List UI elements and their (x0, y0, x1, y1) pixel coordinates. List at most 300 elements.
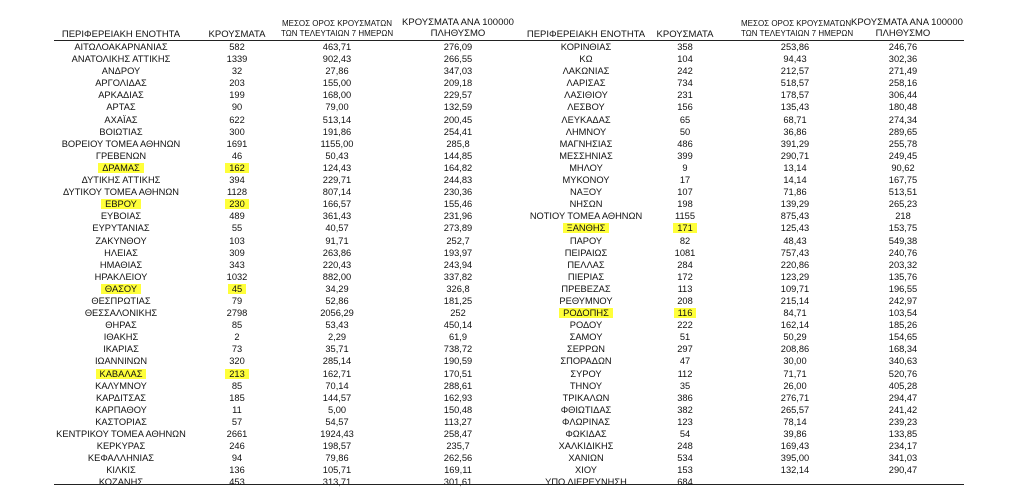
table-row (0, 416, 1024, 428)
left-cases-per-100k: 162,93 (443, 392, 473, 403)
table-row (0, 162, 1024, 174)
right-seven-day-average: 220,86 (780, 259, 810, 270)
left-seven-day-average: 902,43 (322, 54, 352, 65)
right-cases-per-100k-cell (851, 343, 955, 355)
left-seven-day-average: 263,86 (322, 247, 352, 258)
right-seven-day-average-cell (741, 198, 849, 210)
left-cases-cell (193, 174, 281, 186)
left-cases-cell (193, 343, 281, 355)
left-seven-day-average-cell (281, 53, 393, 65)
table-bottom-rule (54, 484, 964, 485)
header-region-right: ΠΕΡΙΦΕΡΕΙΑΚΗ ΕΝΟΤΗΤΑ (526, 29, 646, 40)
right-cases: 386 (677, 392, 693, 403)
left-region-name: ΔΥΤΙΚΟΥ ΤΟΜΕΑ ΑΘΗΝΩΝ (62, 187, 180, 198)
table-row (0, 222, 1024, 234)
left-cases: 246 (229, 441, 245, 452)
left-cases-per-100k-cell (398, 150, 518, 162)
right-cases-cell (626, 368, 744, 380)
right-seven-day-average: 518,57 (780, 78, 810, 89)
left-cases-cell (193, 368, 281, 380)
left-cases-per-100k-cell (398, 440, 518, 452)
left-cases-cell (193, 101, 281, 113)
header-cases-left: ΚΡΟΥΣΜΑΤΑ (208, 29, 266, 40)
left-seven-day-average-cell (281, 392, 393, 404)
right-cases-cell (626, 440, 744, 452)
right-cases-cell (626, 295, 744, 307)
header-avg-right-line2: ΤΩΝ ΤΕΛΕΥΤΑΙΩΝ 7 ΗΜΕΡΩΝ (741, 29, 854, 38)
left-seven-day-average-cell (281, 235, 393, 247)
header-avg-right-line1: ΜΕΣΟΣ ΟΡΟΣ ΚΡΟΥΣΜΑΤΩΝ (741, 19, 852, 28)
left-cases: 45 (228, 284, 246, 294)
left-cases-per-100k-cell (398, 380, 518, 392)
right-cases: 486 (677, 138, 693, 149)
right-cases-per-100k: 274,34 (888, 114, 918, 125)
right-cases-cell (626, 210, 744, 222)
right-cases: 113 (677, 283, 693, 294)
left-seven-day-average: 220,43 (322, 259, 352, 270)
left-cases-per-100k: 113,27 (444, 416, 472, 427)
right-cases-per-100k-cell (851, 150, 955, 162)
left-cases: 94 (231, 453, 243, 464)
left-region-name-cell (50, 392, 192, 404)
left-cases-per-100k: 190,59 (443, 356, 473, 367)
table-row (0, 65, 1024, 77)
left-cases: 230 (225, 199, 249, 209)
left-cases: 320 (229, 356, 245, 367)
right-cases-per-100k-cell (851, 319, 955, 331)
right-cases-cell (626, 150, 744, 162)
left-region-name-cell (50, 126, 192, 138)
left-region-name: ΚΑΡΠΑΘΟΥ (95, 404, 147, 415)
left-seven-day-average-cell (281, 101, 393, 113)
right-region-name: ΛΕΥΚΑΔΑΣ (561, 114, 611, 125)
right-seven-day-average-cell (741, 138, 849, 150)
left-seven-day-average: 285,14 (322, 356, 352, 367)
right-seven-day-average-cell (741, 65, 849, 77)
right-cases-per-100k: 341,03 (888, 453, 918, 464)
left-cases-per-100k: 231,96 (443, 211, 473, 222)
right-cases-per-100k-cell (851, 174, 955, 186)
left-cases: 199 (229, 90, 245, 101)
left-region-name-cell (50, 355, 192, 367)
left-cases: 300 (229, 126, 245, 137)
left-seven-day-average: 229,71 (322, 175, 352, 186)
left-region-name-cell (50, 319, 192, 331)
right-cases-per-100k: 242,97 (888, 295, 918, 306)
header-avg-left-line1: ΜΕΣΟΣ ΟΡΟΣ ΚΡΟΥΣΜΑΤΩΝ (281, 19, 393, 28)
right-seven-day-average-cell (741, 162, 849, 174)
right-cases-cell (626, 162, 744, 174)
table-row (0, 150, 1024, 162)
right-cases: 153 (677, 465, 693, 476)
right-cases-per-100k: 133,85 (888, 429, 918, 439)
right-cases-per-100k: 549,38 (888, 235, 918, 246)
left-cases-cell (193, 331, 281, 343)
left-region-name-cell (50, 186, 192, 198)
right-cases-per-100k: 294,47 (888, 392, 918, 403)
right-cases: 47 (679, 356, 691, 367)
right-cases-per-100k: 167,75 (888, 175, 918, 186)
left-seven-day-average: 91,71 (325, 235, 349, 246)
left-seven-day-average-cell (281, 295, 393, 307)
left-region-name-cell (50, 416, 192, 428)
right-region-name: ΛΕΣΒΟΥ (567, 102, 605, 113)
table-row (0, 186, 1024, 198)
left-cases: 85 (231, 380, 243, 391)
right-cases-per-100k-cell (851, 392, 955, 404)
right-cases-per-100k: 271,49 (888, 66, 918, 77)
right-seven-day-average: 290,71 (780, 150, 810, 161)
left-seven-day-average-cell (281, 150, 393, 162)
left-seven-day-average-cell (281, 283, 393, 295)
left-seven-day-average-cell (281, 428, 393, 440)
right-cases-cell (626, 222, 744, 234)
right-cases-cell (626, 41, 744, 53)
header-per100k-left-line1: ΚΡΟΥΣΜΑΤΑ ΑΝΑ 100000 (402, 17, 514, 28)
right-cases-cell (626, 259, 744, 271)
right-region-name: ΛΗΜΝΟΥ (565, 126, 607, 137)
left-region-name: ΒΟΙΩΤΙΑΣ (99, 126, 143, 137)
right-cases-per-100k-cell (851, 355, 955, 367)
left-region-name-cell (50, 368, 192, 380)
right-cases-per-100k: 340,63 (888, 356, 918, 367)
left-cases-per-100k: 301,61 (443, 477, 473, 488)
right-cases-per-100k: 265,23 (888, 199, 918, 210)
left-cases-per-100k-cell (398, 464, 518, 476)
left-cases-per-100k-cell (398, 368, 518, 380)
left-seven-day-average-cell (281, 89, 393, 101)
right-seven-day-average-cell (741, 331, 849, 343)
right-cases-per-100k-cell (851, 428, 955, 440)
right-cases: 50 (679, 126, 691, 137)
right-cases-cell (626, 476, 744, 488)
right-cases: 284 (677, 259, 693, 270)
left-region-name: ΕΒΡΟΥ (101, 199, 141, 209)
left-region-name-cell (50, 65, 192, 77)
right-cases-per-100k-cell (851, 53, 955, 65)
table-row (0, 295, 1024, 307)
left-cases-cell (193, 464, 281, 476)
right-region-name: ΛΑΣΙΘΙΟΥ (564, 90, 608, 101)
right-cases-cell (626, 331, 744, 343)
right-cases: 116 (674, 308, 697, 318)
table-row (0, 114, 1024, 126)
right-seven-day-average: 215,14 (780, 295, 810, 306)
left-region-name-cell (50, 331, 192, 343)
right-region-name: ΤΡΙΚΑΛΩΝ (562, 392, 610, 403)
right-region-name: ΞΑΝΘΗΣ (563, 223, 610, 233)
left-cases-per-100k: 132,59 (443, 102, 473, 113)
right-cases-cell (626, 428, 744, 440)
left-region-name-cell (50, 452, 192, 464)
left-seven-day-average-cell (281, 271, 393, 283)
right-seven-day-average-cell (741, 210, 849, 222)
table-row (0, 476, 1024, 488)
left-seven-day-average-cell (281, 368, 393, 380)
right-cases-per-100k: 234,17 (888, 441, 918, 452)
right-seven-day-average-cell (741, 53, 849, 65)
right-region-name: ΥΠΟ ΔΙΕΡΕΥΝΗΣΗ (545, 477, 627, 488)
left-cases-per-100k-cell (398, 355, 518, 367)
left-seven-day-average: 361,43 (322, 211, 352, 222)
right-cases-per-100k: 103,54 (888, 308, 918, 319)
left-region-name: ΚΙΛΚΙΣ (106, 465, 136, 476)
left-cases-cell (193, 41, 281, 53)
left-region-name: ΗΡΑΚΛΕΙΟΥ (94, 271, 148, 282)
header-per100k-right-line2: ΠΛΗΘΥΣΜΟ (875, 28, 931, 39)
right-cases-per-100k-cell (851, 77, 955, 89)
right-cases-per-100k-cell (851, 464, 955, 476)
left-region-name: ΑΝΔΡΟΥ (101, 66, 141, 77)
right-seven-day-average: 135,43 (780, 102, 810, 113)
right-region-name: ΝΗΣΩΝ (569, 199, 603, 210)
right-region-name: ΜΑΓΝΗΣΙΑΣ (559, 138, 613, 149)
right-seven-day-average-cell (741, 186, 849, 198)
left-region-name-cell (50, 53, 192, 65)
left-region-name-cell (50, 150, 192, 162)
left-seven-day-average-cell (281, 174, 393, 186)
right-seven-day-average-cell (741, 41, 849, 53)
left-region-name-cell (50, 235, 192, 247)
left-cases: 32 (231, 66, 243, 77)
left-cases-cell (193, 271, 281, 283)
left-seven-day-average-cell (281, 319, 393, 331)
right-seven-day-average-cell (741, 222, 849, 234)
right-region-name: ΣΥΡΟΥ (570, 368, 602, 379)
left-seven-day-average-cell (281, 343, 393, 355)
right-cases: 1155 (675, 211, 695, 222)
right-cases-per-100k: 255,78 (888, 138, 918, 149)
left-cases-per-100k: 254,41 (443, 126, 473, 137)
left-cases-per-100k-cell (398, 476, 518, 488)
right-seven-day-average: 125,43 (780, 223, 810, 234)
left-cases-per-100k: 738,72 (443, 344, 473, 355)
left-seven-day-average: 124,43 (322, 162, 352, 173)
left-cases: 85 (231, 320, 243, 331)
left-cases: 2661 (226, 429, 248, 439)
left-cases-per-100k-cell (398, 319, 518, 331)
left-seven-day-average-cell (281, 247, 393, 259)
right-seven-day-average-cell (741, 150, 849, 162)
left-cases-cell (193, 138, 281, 150)
left-cases: 343 (229, 259, 245, 270)
right-seven-day-average: 71,86 (783, 187, 807, 198)
right-cases-cell (626, 307, 744, 319)
left-region-name-cell (50, 41, 192, 53)
left-cases: 55 (231, 223, 243, 234)
right-cases: 382 (677, 404, 693, 415)
left-region-name: ΑΧΑΪΑΣ (104, 114, 138, 125)
right-cases-per-100k: 218 (895, 211, 911, 222)
left-cases-per-100k-cell (398, 126, 518, 138)
right-cases-per-100k-cell (851, 89, 955, 101)
left-seven-day-average: 53,43 (325, 320, 349, 331)
left-cases: 103 (229, 235, 245, 246)
left-cases-per-100k: 61,9 (448, 332, 468, 343)
left-seven-day-average: 40,57 (325, 223, 349, 234)
left-cases-per-100k-cell (398, 307, 518, 319)
left-region-name-cell (50, 343, 192, 355)
right-seven-day-average-cell (741, 392, 849, 404)
right-region-name: ΛΑΡΙΣΑΣ (566, 78, 606, 89)
left-cases-cell (193, 259, 281, 271)
left-seven-day-average-cell (281, 198, 393, 210)
left-seven-day-average: 513,14 (322, 114, 352, 125)
right-cases-per-100k-cell (851, 271, 955, 283)
right-cases-cell (626, 138, 744, 150)
right-cases-cell (626, 89, 744, 101)
right-cases: 82 (679, 235, 691, 246)
left-seven-day-average: 50,43 (325, 150, 349, 161)
left-seven-day-average-cell (281, 126, 393, 138)
right-seven-day-average: 208,86 (780, 344, 810, 355)
right-seven-day-average: 139,29 (780, 199, 810, 210)
right-cases-cell (626, 101, 744, 113)
left-cases-per-100k: 266,55 (443, 54, 473, 65)
right-cases: 65 (679, 114, 691, 125)
left-seven-day-average: 35,71 (325, 344, 349, 355)
right-cases: 1081 (674, 247, 696, 258)
left-cases-cell (193, 440, 281, 452)
right-region-name: ΡΟΔΟΥ (569, 320, 603, 331)
right-seven-day-average: 132,14 (780, 465, 810, 476)
left-region-name: ΕΥΒΟΙΑΣ (100, 211, 142, 222)
right-cases-per-100k: 290,47 (888, 465, 918, 476)
left-seven-day-average-cell (281, 416, 393, 428)
right-seven-day-average: 169,43 (780, 441, 810, 452)
left-cases: 73 (231, 344, 243, 355)
left-region-name: ΚΑΣΤΟΡΙΑΣ (95, 416, 147, 427)
right-seven-day-average: 36,86 (783, 126, 807, 137)
left-region-name-cell (50, 138, 192, 150)
right-cases-per-100k: 405,28 (888, 380, 918, 391)
left-cases-per-100k: 200,45 (443, 114, 473, 125)
left-seven-day-average: 5,00 (327, 404, 347, 415)
left-cases-per-100k-cell (398, 174, 518, 186)
left-cases-per-100k-cell (398, 101, 518, 113)
right-seven-day-average-cell (741, 464, 849, 476)
left-cases-cell (193, 53, 281, 65)
right-seven-day-average: 123,29 (780, 271, 810, 282)
left-cases-per-100k: 273,89 (443, 223, 473, 234)
left-seven-day-average-cell (281, 186, 393, 198)
left-cases-per-100k: 155,46 (443, 199, 473, 210)
right-cases: 172 (677, 271, 693, 282)
left-region-name-cell (50, 162, 192, 174)
left-seven-day-average-cell (281, 138, 393, 150)
left-seven-day-average: 144,57 (322, 392, 352, 403)
left-region-name: ΓΡΕΒΕΝΩΝ (95, 150, 147, 161)
right-cases-per-100k: 180,48 (888, 102, 918, 113)
right-cases-per-100k-cell (851, 307, 955, 319)
right-seven-day-average-cell (741, 101, 849, 113)
right-cases-cell (626, 416, 744, 428)
left-cases-per-100k-cell (398, 259, 518, 271)
right-cases: 107 (677, 187, 693, 198)
left-region-name-cell (50, 380, 192, 392)
right-region-name: ΡΟΔΟΠΗΣ (559, 308, 613, 318)
right-cases-per-100k: 153,75 (888, 223, 918, 234)
right-cases-per-100k-cell (851, 247, 955, 259)
left-region-name-cell (50, 174, 192, 186)
right-seven-day-average: 14,14 (783, 175, 807, 186)
right-cases-cell (626, 126, 744, 138)
right-seven-day-average: 265,57 (780, 404, 810, 415)
right-cases-per-100k-cell (851, 41, 955, 53)
left-seven-day-average: 162,71 (322, 368, 352, 379)
left-cases-per-100k: 262,56 (443, 453, 473, 464)
right-cases-per-100k: 258,16 (888, 78, 918, 89)
left-region-name-cell (50, 440, 192, 452)
right-cases-cell (626, 77, 744, 89)
left-cases: 46 (231, 150, 243, 161)
left-seven-day-average-cell (281, 464, 393, 476)
left-cases: 1691 (226, 138, 248, 149)
table-row (0, 307, 1024, 319)
right-seven-day-average: 253,86 (780, 42, 810, 52)
right-cases-cell (626, 464, 744, 476)
left-cases-per-100k-cell (398, 247, 518, 259)
left-cases-per-100k: 326,8 (446, 283, 470, 294)
left-seven-day-average-cell (281, 222, 393, 234)
right-seven-day-average: 26,00 (783, 380, 807, 391)
right-cases-cell (626, 198, 744, 210)
right-seven-day-average-cell (741, 343, 849, 355)
left-region-name-cell (50, 77, 192, 89)
right-seven-day-average: 757,43 (780, 247, 810, 258)
left-region-name-cell (50, 476, 192, 488)
table-row (0, 404, 1024, 416)
right-region-name: ΦΩΚΙΔΑΣ (565, 429, 607, 439)
right-cases: 399 (677, 150, 693, 161)
left-seven-day-average: 27,86 (325, 66, 349, 77)
left-region-name: ΘΑΣΟΥ (101, 284, 141, 294)
table-row (0, 452, 1024, 464)
left-cases-cell (193, 404, 281, 416)
left-cases-per-100k-cell (398, 41, 518, 53)
right-cases-per-100k-cell (851, 404, 955, 416)
header-per100k-left-line2: ΠΛΗΘΥΣΜΟ (430, 28, 486, 39)
right-seven-day-average: 276,71 (780, 392, 810, 403)
left-seven-day-average-cell (281, 77, 393, 89)
left-seven-day-average: 882,00 (322, 271, 352, 282)
left-cases-per-100k-cell (398, 392, 518, 404)
left-cases-per-100k-cell (398, 452, 518, 464)
left-cases-per-100k: 181,25 (443, 295, 473, 306)
left-seven-day-average-cell (281, 404, 393, 416)
left-cases-per-100k-cell (398, 77, 518, 89)
right-cases-per-100k-cell (851, 368, 955, 380)
right-cases-per-100k: 306,44 (888, 90, 918, 101)
left-region-name-cell (50, 247, 192, 259)
right-cases: 156 (677, 102, 693, 113)
right-seven-day-average-cell (741, 77, 849, 89)
left-cases-per-100k-cell (398, 428, 518, 440)
left-seven-day-average: 191,86 (322, 126, 352, 137)
right-region-name: ΤΗΝΟΥ (569, 380, 603, 391)
left-region-name: ΑΙΤΩΛΟΑΚΑΡΝΑΝΙΑΣ (74, 42, 168, 52)
left-cases-cell (193, 307, 281, 319)
right-cases: 123 (677, 416, 693, 427)
table-row (0, 331, 1024, 343)
left-cases: 136 (229, 465, 245, 476)
left-cases: 1339 (226, 54, 248, 65)
right-cases-cell (626, 174, 744, 186)
right-cases: 297 (677, 344, 693, 355)
left-region-name: ΖΑΚΥΝΘΟΥ (95, 235, 147, 246)
left-seven-day-average: 166,57 (322, 199, 352, 210)
left-cases-per-100k: 229,57 (443, 90, 473, 101)
